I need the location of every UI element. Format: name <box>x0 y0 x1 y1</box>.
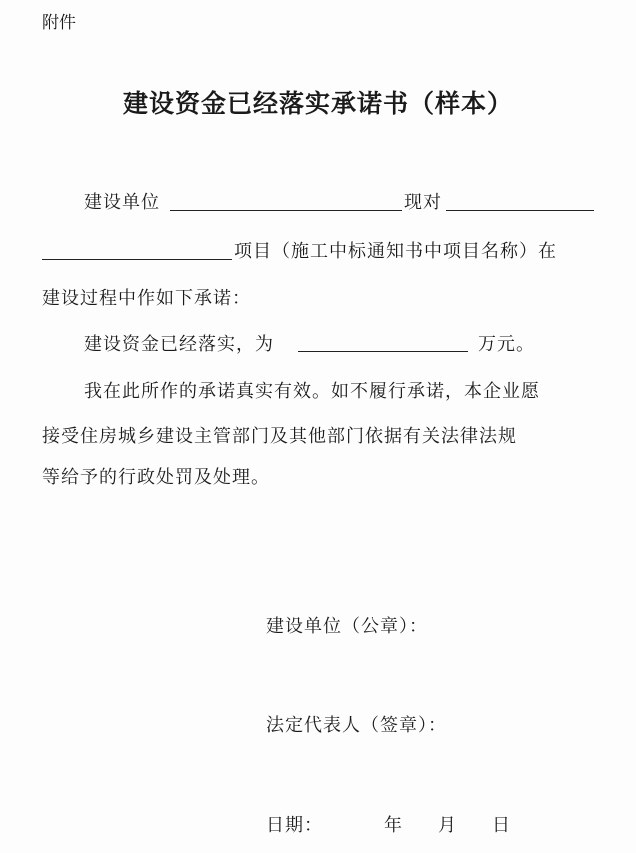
line3-text: 建设过程中作如下承诺： <box>42 288 251 309</box>
line4-text: 建设资金已经落实，为 <box>84 334 274 355</box>
unit-name-blank[interactable] <box>170 210 402 211</box>
date-year: 年 <box>384 815 403 836</box>
date-month: 月 <box>438 815 457 836</box>
line7-text: 等给予的行政处罚及处理。 <box>42 467 270 488</box>
line1-label-now: 现对 <box>404 192 442 213</box>
line4-unit: 万元。 <box>478 334 535 355</box>
target-blank[interactable] <box>446 210 594 211</box>
date-label: 日期： <box>266 815 323 836</box>
line1-label-unit: 建设单位 <box>84 192 160 213</box>
attachment-label: 附件 <box>42 13 76 33</box>
signature-representative: 法定代表人（签章）： <box>266 715 447 736</box>
date-day: 日 <box>492 815 511 836</box>
project-name-blank[interactable] <box>42 259 232 260</box>
document-title: 建设资金已经落实承诺书（样本） <box>122 89 513 118</box>
amount-blank[interactable] <box>298 351 468 352</box>
line2-text: 项目（施工中标通知书中项目名称）在 <box>234 241 557 262</box>
signature-unit: 建设单位（公章）： <box>266 616 428 637</box>
line6-text: 接受住房城乡建设主管部门及其他部门依据有关法律法规 <box>42 426 517 447</box>
line5-text: 我在此所作的承诺真实有效。如不履行承诺，本企业愿 <box>84 381 540 402</box>
